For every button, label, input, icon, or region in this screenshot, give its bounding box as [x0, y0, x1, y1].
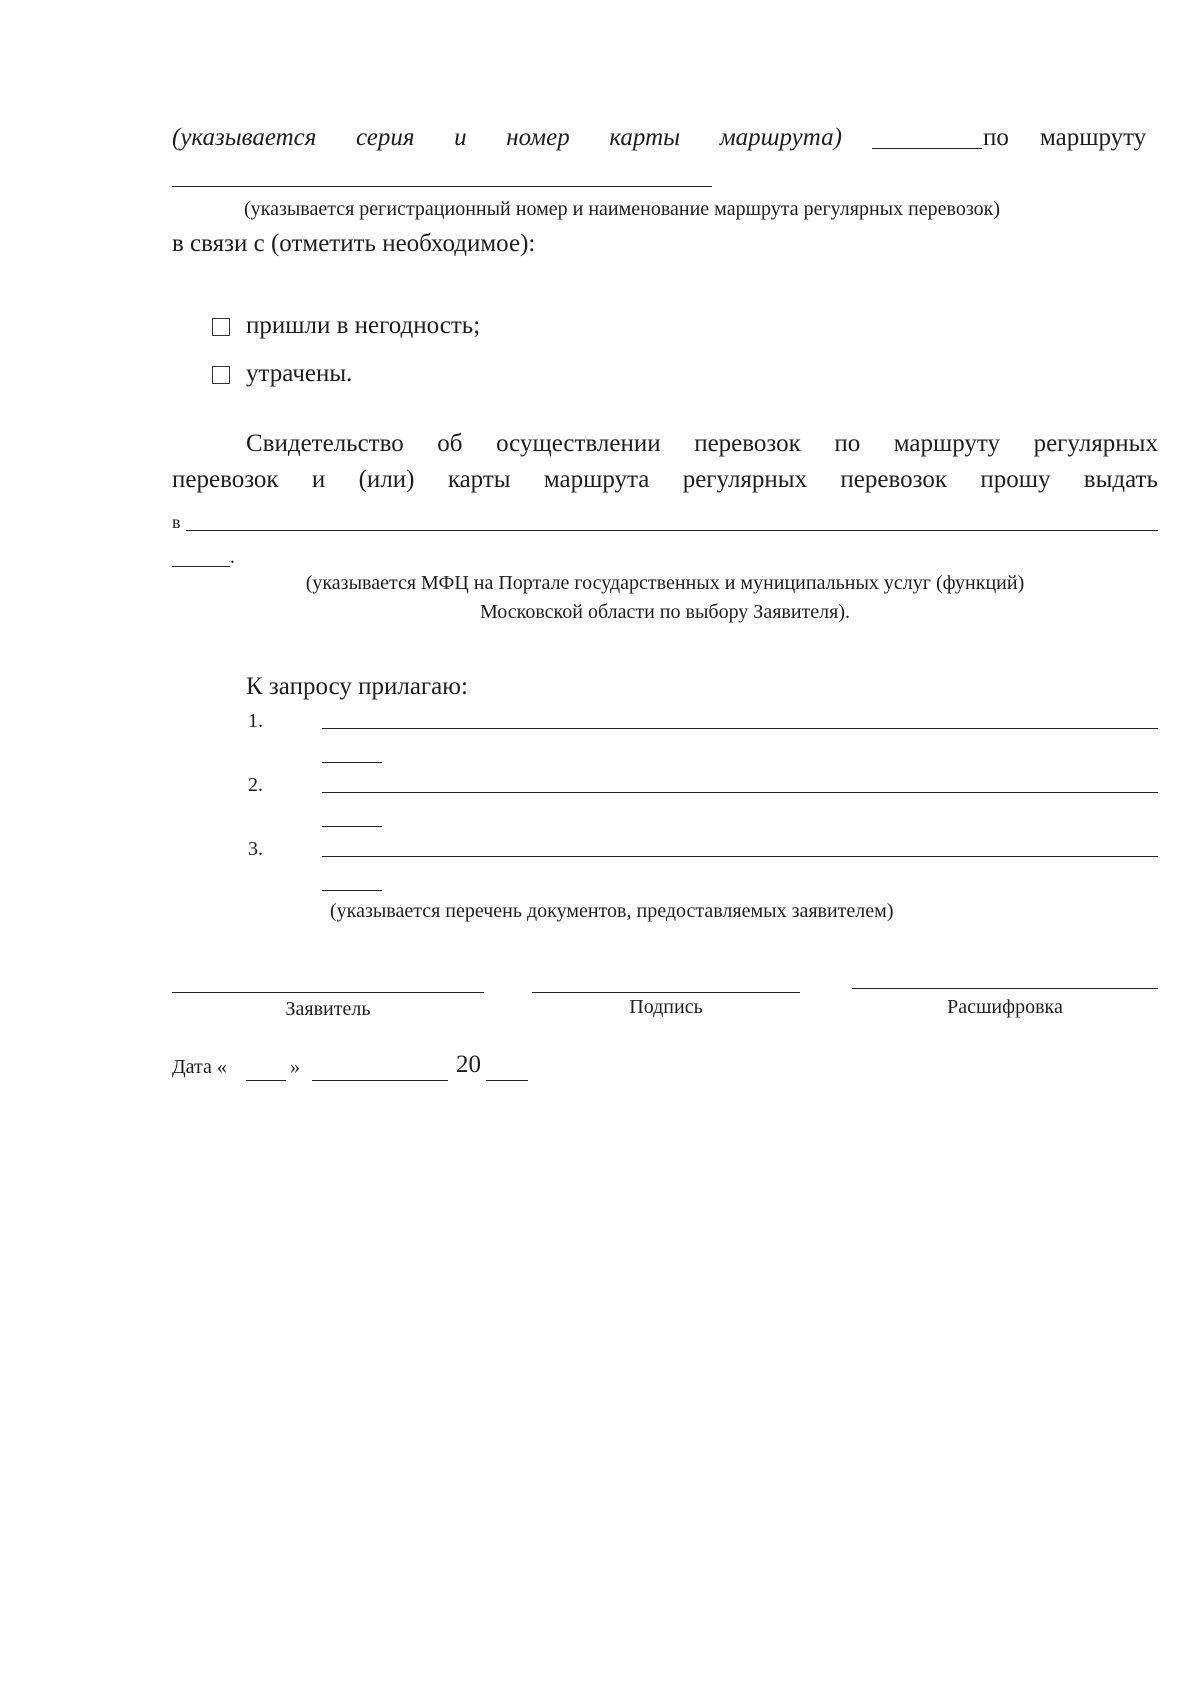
instruction-word: серия — [356, 124, 415, 151]
end-mark: . — [230, 546, 235, 568]
paragraph-word: перевозок — [840, 466, 948, 493]
applicant-field[interactable] — [172, 992, 484, 993]
issue-prefix: в — [172, 512, 181, 532]
paragraph-word: маршрута — [543, 466, 650, 493]
date-close-quote: » — [290, 1056, 300, 1078]
paragraph-word: перевозок — [172, 466, 279, 493]
option-label: пришли в негодность; — [246, 312, 481, 339]
paragraph-word: Свидетельство — [246, 430, 404, 457]
issue-paragraph-line1 — [246, 430, 1158, 458]
attachment-field[interactable] — [322, 792, 1158, 793]
route-name-field[interactable] — [172, 186, 712, 187]
instruction-word: маршрута) — [719, 124, 842, 151]
instruction-word: карты — [609, 124, 681, 151]
mfc-caption-line: Московской области по выбору Заявителя). — [479, 601, 851, 623]
attachment-number: 3. — [248, 838, 263, 860]
paragraph-word: маршруту — [893, 430, 1001, 457]
paragraph-word: перевозок — [694, 430, 801, 457]
date-month-field[interactable] — [312, 1080, 448, 1081]
instruction-word: и — [454, 124, 467, 151]
paragraph-word: регулярных — [1033, 430, 1158, 457]
mfc-caption — [172, 572, 1158, 624]
mfc-caption-line: (указывается МФЦ на Портале государственных и муниципальных услуг (функций) — [305, 572, 1025, 594]
attachments-caption: (указывается перечень документов, предоставляемых заявителем) — [330, 900, 894, 922]
instruction-word: (указывается — [172, 124, 317, 151]
checkbox-icon[interactable] — [212, 318, 230, 336]
attachment-number: 2. — [248, 774, 263, 796]
attachments-heading: К запросу прилагаю: — [246, 673, 468, 700]
paragraph-word: карты — [447, 466, 511, 493]
option-label: утрачены. — [246, 360, 353, 387]
mfc-field[interactable] — [186, 530, 1158, 531]
paragraph-word: прошу — [980, 466, 1051, 493]
signature-label: Подпись — [629, 996, 703, 1018]
route-caption: (указывается регистрационный номер и наименование маршрута регулярных перевозок) — [244, 198, 1001, 220]
route-label: маршруту — [1040, 124, 1147, 151]
paragraph-word: регулярных — [682, 466, 808, 493]
attachment-field[interactable] — [322, 856, 1158, 857]
mfc-field-continuation[interactable] — [172, 566, 230, 567]
attachment-field-continuation[interactable] — [322, 762, 382, 763]
issue-paragraph-line2 — [172, 466, 1158, 494]
attachment-field-continuation[interactable] — [322, 890, 382, 891]
date-year-prefix: 20 — [456, 1051, 481, 1078]
date-year-field[interactable] — [486, 1080, 528, 1081]
date-day-field[interactable] — [246, 1080, 286, 1081]
paragraph-word: и — [311, 466, 326, 493]
instruction-word: номер — [506, 124, 570, 151]
reason-intro: в связи с (отметить необходимое): — [172, 230, 536, 257]
attachment-field[interactable] — [322, 728, 1158, 729]
signature-field[interactable] — [532, 992, 800, 993]
paragraph-word: об — [437, 430, 463, 457]
route-card-instruction — [172, 124, 842, 152]
decoding-field[interactable] — [852, 988, 1158, 989]
po-label: по — [983, 124, 1009, 151]
paragraph-word: выдать — [1083, 466, 1158, 493]
route-card-number-field[interactable] — [872, 148, 982, 149]
applicant-label: Заявитель — [285, 998, 371, 1020]
paragraph-word: (или) — [358, 466, 415, 493]
checkbox-icon[interactable] — [212, 366, 230, 384]
date-label: Дата « — [172, 1056, 227, 1078]
paragraph-word: по — [834, 430, 861, 457]
decoding-label: Расшифровка — [947, 996, 1063, 1018]
attachment-field-continuation[interactable] — [322, 826, 382, 827]
paragraph-word: осуществлении — [496, 430, 661, 457]
attachment-number: 1. — [248, 710, 263, 732]
